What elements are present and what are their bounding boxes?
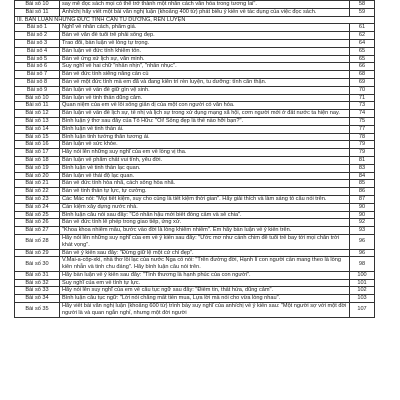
toc-row xyxy=(15,55,375,63)
page-number: 65 xyxy=(350,55,375,63)
page-number: 100 xyxy=(350,271,375,279)
exercise-title: Bàn về đức tính siêng năng cần cù xyxy=(60,71,350,79)
toc-row xyxy=(15,32,375,40)
page-number: 64 xyxy=(350,39,375,47)
toc-row xyxy=(15,8,375,16)
toc-row xyxy=(15,195,375,203)
page-number: 85 xyxy=(350,180,375,188)
exercise-title: Bàn luận về tinh thần dũng cảm. xyxy=(60,94,350,102)
page-number: 83 xyxy=(350,164,375,172)
exercise-label: Bài số 26 xyxy=(15,219,60,227)
exercise-label: Bài số 9 xyxy=(15,86,60,94)
toc-row xyxy=(15,149,375,157)
page-number: 102 xyxy=(350,287,375,295)
exercise-label: Bài số 35 xyxy=(15,303,60,318)
toc-row xyxy=(15,203,375,211)
page-number: 73 xyxy=(350,102,375,110)
exercise-label: Bài số 19 xyxy=(15,164,60,172)
toc-row xyxy=(15,227,375,235)
exercise-label: Bài số 15 xyxy=(15,133,60,141)
exercise-label: Bài số 11 xyxy=(15,102,60,110)
page-number: 69 xyxy=(350,78,375,86)
toc-row xyxy=(15,219,375,227)
toc-row xyxy=(15,110,375,118)
toc-row xyxy=(15,172,375,180)
section-heading-row xyxy=(15,16,375,24)
exercise-label: Bài số 23 xyxy=(15,195,60,203)
page-number: 79 xyxy=(350,141,375,149)
toc-row xyxy=(15,102,375,110)
exercise-title: Bình luận câu tục ngữ: "Lời nói chẳng mất tiền mua, Lựa lời mà nói cho vừa lòng nhau". xyxy=(60,295,350,303)
page-number: 59 xyxy=(350,8,375,16)
exercise-title: Suy nghĩ của em về tính tự lực. xyxy=(60,279,350,287)
exercise-label: Bài số 25 xyxy=(15,211,60,219)
toc-row xyxy=(15,39,375,47)
toc-row xyxy=(15,303,375,318)
exercise-title: Bàn về tinh thần tự lực, tự cường. xyxy=(60,188,350,196)
exercise-label: Bài số 34 xyxy=(15,295,60,303)
exercise-label: Bài số 22 xyxy=(15,188,60,196)
toc-row xyxy=(15,133,375,141)
exercise-label: Bài số 29 xyxy=(15,249,60,257)
page-number: 98 xyxy=(350,257,375,272)
exercise-title: say mê đọc sách mọi có thể trở thành một nhân cách văn hóa trong tương lai". xyxy=(60,1,350,9)
exercise-label: Bài số 16 xyxy=(15,141,60,149)
toc-row xyxy=(15,24,375,32)
toc-row xyxy=(15,287,375,295)
exercise-title: Hãy nói lên những suy nghĩ của em về ý kiến sau đây: "Ước mơ như cánh chim để tuổi trẻ bay tới mọi chân trời khát vọng". xyxy=(60,234,350,249)
exercise-label: Bài số 10 xyxy=(15,1,60,9)
toc-row xyxy=(15,257,375,272)
toc-row xyxy=(15,279,375,287)
page-number: 103 xyxy=(350,295,375,303)
page-number: 92 xyxy=(350,219,375,227)
toc-row xyxy=(15,94,375,102)
exercise-label: Bài số 17 xyxy=(15,149,60,157)
page-number: 96 xyxy=(350,249,375,257)
exercise-title: V.Mai-a-cốp-xki, nhà thơ lỗi lạc của nước Nga có nói: "Trên đường đời, Hạnh lí con người cần mang theo là lòng kiên nhẫn và tinh chu đáng". Hãy bình luận câu nói trên. xyxy=(60,257,350,272)
toc-row xyxy=(15,211,375,219)
exercise-title: Hãy viết bài văn nghị luận (khoảng 600 từ) trình bày suy nghĩ của anh/chị về ý kiến sau: "Một người sợ với một đời người là và quan ngắn nghỉ, nhưng một đời người xyxy=(60,303,350,318)
exercise-title: Bàn về ứng xử lịch sự, văn minh. xyxy=(60,55,350,63)
exercise-title: Trao đổi, bàn luận về lòng tự trọng. xyxy=(60,39,350,47)
exercise-title: Bàn luận về sức khỏe. xyxy=(60,141,350,149)
page-number: 70 xyxy=(350,86,375,94)
exercise-label: Bài số 24 xyxy=(15,203,60,211)
exercise-label: Bài số 11 xyxy=(15,8,60,16)
exercise-title: Bình luận ý thơ sau đây của Tố Hữu: "Ôi! Sống đẹp là thế nào hỡi bạn?". xyxy=(60,117,350,125)
exercise-title: Bàn luận về thái độ lạc quan. xyxy=(60,172,350,180)
toc-row xyxy=(15,71,375,79)
exercise-label: Bài số 30 xyxy=(15,257,60,272)
exercise-label: Bài số 7 xyxy=(15,71,60,79)
page-number: 93 xyxy=(350,227,375,235)
toc-row xyxy=(15,78,375,86)
page-number: 77 xyxy=(350,125,375,133)
page-number: 90 xyxy=(350,211,375,219)
exercise-title: Anh/chị hãy viết một bài văn nghị luận (khoảng 400 từ) phát biểu ý kiến về tác dụng của việc đọc sách. xyxy=(60,8,350,16)
exercise-title: Suy nghĩ về hai chữ "nhẫn nhịn", "nhẫn nhục". xyxy=(60,63,350,71)
exercise-title: Cần kiệm xây dựng nước nhà. xyxy=(60,203,350,211)
page-number: 75 xyxy=(350,117,375,125)
page-number: 58 xyxy=(350,1,375,9)
toc-row xyxy=(15,164,375,172)
exercise-title: Các Mác nói: "Mọi tiết kiệm, suy cho cùng là tiết kiệm thời gian". Hãy giải thích và làm sáng tỏ câu nói trên. xyxy=(60,195,350,203)
exercise-label: Bài số 10 xyxy=(15,94,60,102)
toc-row xyxy=(15,63,375,71)
exercise-label: Bài số 32 xyxy=(15,279,60,287)
exercise-title: Bình luận tinh tướng thân tương ái. xyxy=(60,133,350,141)
exercise-label: Bài số 8 xyxy=(15,78,60,86)
exercise-title: Bàn luận về phẩm chất vui tính, yêu đời. xyxy=(60,156,350,164)
toc-row xyxy=(15,1,375,9)
exercise-title: Bình luận về tinh thần ái. xyxy=(60,125,350,133)
page-number: 61 xyxy=(350,24,375,32)
toc-row xyxy=(15,295,375,303)
exercise-label: Bài số 27 xyxy=(15,227,60,235)
exercise-label: Bài số 33 xyxy=(15,287,60,295)
exercise-title: Bình luận về tinh thần lạc quan. xyxy=(60,164,350,172)
table-of-contents xyxy=(14,0,375,318)
exercise-label: Bài số 5 xyxy=(15,55,60,63)
toc-row xyxy=(15,141,375,149)
exercise-label: Bài số 18 xyxy=(15,156,60,164)
exercise-title: Nghĩ về nhân cách, phẩm giá. xyxy=(60,24,350,32)
exercise-title: Bàn luận về vấn đề giữ gìn vệ sinh. xyxy=(60,86,350,94)
page-number: 81 xyxy=(350,156,375,164)
page-number: 87 xyxy=(350,195,375,203)
page-number: 65 xyxy=(350,47,375,55)
exercise-title: Bàn về văn đề tuổi trẻ phải sống đẹp. xyxy=(60,32,350,40)
toc-row xyxy=(15,234,375,249)
page-number: 96 xyxy=(350,234,375,249)
exercise-label: Bài số 21 xyxy=(15,180,60,188)
exercise-label: Bài số 13 xyxy=(15,117,60,125)
page-number: 74 xyxy=(350,110,375,118)
exercise-title: Bàn về đức tính lễ phép trong giao tiếp, ứng xử. xyxy=(60,219,350,227)
exercise-label: Bài số 3 xyxy=(15,39,60,47)
toc-row xyxy=(15,86,375,94)
exercise-label: Bài số 2 xyxy=(15,32,60,40)
toc-row xyxy=(15,156,375,164)
exercise-title: Quan niệm của em về lối sống giản dị của một con người có văn hóa. xyxy=(60,102,350,110)
exercise-label: Bài số 20 xyxy=(15,172,60,180)
toc-row xyxy=(15,249,375,257)
page-number: 71 xyxy=(350,94,375,102)
exercise-label: Bài số 12 xyxy=(15,110,60,118)
toc-row xyxy=(15,117,375,125)
page-number: 107 xyxy=(350,303,375,318)
exercise-title: "Khoa khoa nhiễm mẫu, bước vào đời là lòng khiêm nhiễm". Em hãy bàn luận về ý kiến trên. xyxy=(60,227,350,235)
page-number: 62 xyxy=(350,32,375,40)
toc-row xyxy=(15,188,375,196)
exercise-title: Hãy nói lên những suy nghĩ của em về lòng vị tha. xyxy=(60,149,350,157)
toc-row xyxy=(15,125,375,133)
exercise-label: Bài số 14 xyxy=(15,125,60,133)
page-number: 66 xyxy=(350,63,375,71)
exercise-title: Bàn về ý kiến sau đây: "Đừng giữ lệ một cử chỉ đẹp". xyxy=(60,249,350,257)
page-number: 101 xyxy=(350,279,375,287)
exercise-title: Bàn luận về đức tính khiêm tốn. xyxy=(60,47,350,55)
page-number: 68 xyxy=(350,71,375,79)
exercise-title: Hãy nói lên suy nghĩ của em về câu tục ngữ sau đây: "Điếm tin, thất hứa, dũng cảm". xyxy=(60,287,350,295)
exercise-title: Bàn về một đức tính mà em đã và đang kiên trì rèn luyện, tu dưỡng: tính cẩn thận. xyxy=(60,78,350,86)
page-number: 84 xyxy=(350,172,375,180)
page-number: 90 xyxy=(350,203,375,211)
exercise-title: Hãy bàn luận về ý kiến sau đây: "Tình thương là hạnh phúc của con người". xyxy=(60,271,350,279)
section-heading: III. BÀN LUẬN NHỮNG ĐỨC TÍNH CẦN TU DƯỠNG, RÈN LUYỆN xyxy=(15,16,375,24)
exercise-label: Bài số 28 xyxy=(15,234,60,249)
exercise-title: Bàn về đức tính hòa nhã, cách sống hòa nhã. xyxy=(60,180,350,188)
exercise-label: Bài số 31 xyxy=(15,271,60,279)
toc-row xyxy=(15,47,375,55)
page-number: 79 xyxy=(350,149,375,157)
exercise-label: Bài số 1 xyxy=(15,24,60,32)
toc-row xyxy=(15,180,375,188)
toc-row xyxy=(15,271,375,279)
exercise-title: Bàn luận về vấn đề lịch sự, tế nhị và lịch sự trong xử dụng mạng xã hội, cơm người mới ở đất nước ta hiện nay. xyxy=(60,110,350,118)
exercise-title: Bình luận câu nói sau đây: "Có nhân hậu mới biết đồng cảm và sẻ chia". xyxy=(60,211,350,219)
exercise-label: Bài số 6 xyxy=(15,63,60,71)
page-number: 86 xyxy=(350,188,375,196)
page-number: 78 xyxy=(350,133,375,141)
exercise-label: Bài số 4 xyxy=(15,47,60,55)
